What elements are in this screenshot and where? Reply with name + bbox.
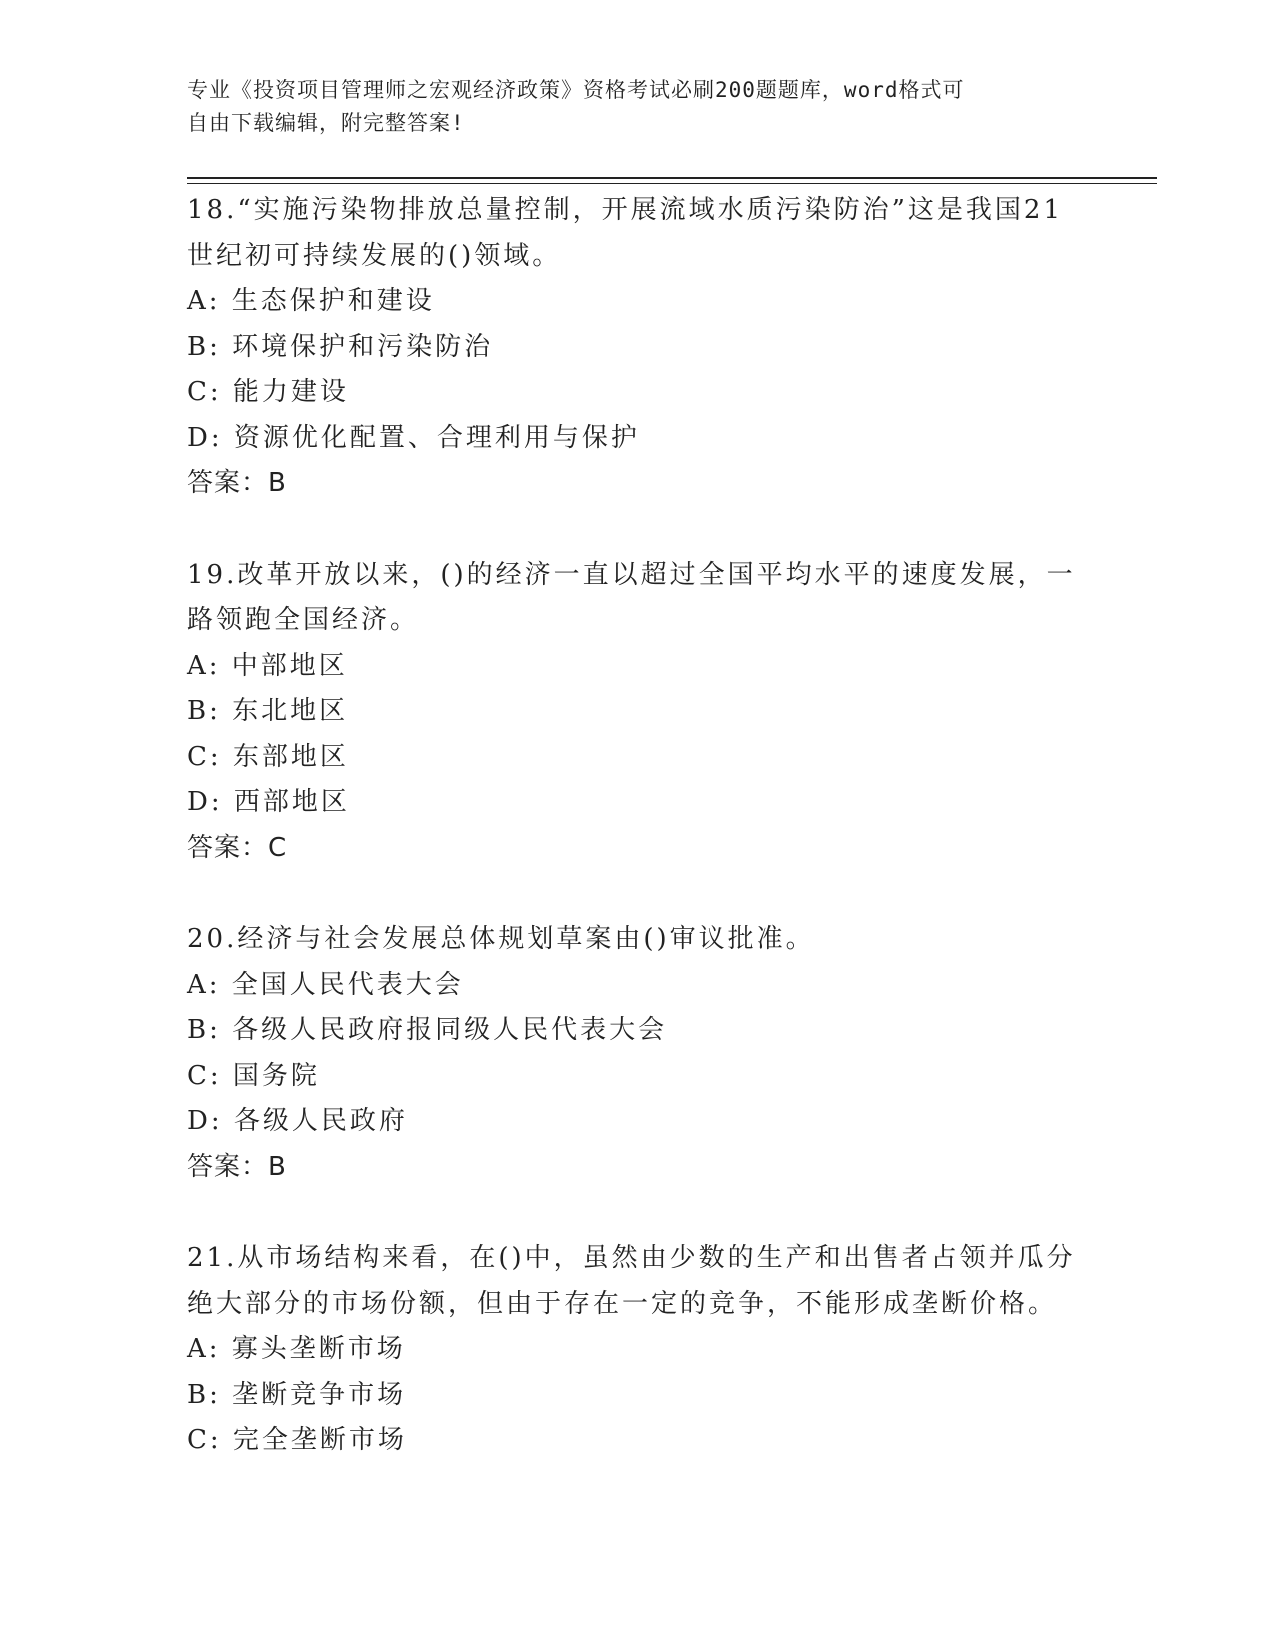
header-divider-thick: [187, 177, 1157, 179]
option-b: B: 各级人民政府报同级人民代表大会: [187, 1015, 668, 1045]
option-d: D: 资源优化配置、合理利用与保护: [187, 422, 640, 453]
option-a: A: 生态保护和建设: [187, 286, 435, 316]
option-c: C: 完全垄断市场: [187, 1425, 407, 1455]
option-c: C: 国务院: [187, 1060, 320, 1091]
answer: 答案：B: [187, 1151, 287, 1182]
option-d: D: 各级人民政府: [187, 1106, 408, 1136]
option-a: A: 全国人民代表大会: [187, 969, 464, 1000]
header-line-2: 自由下载编辑，附完整答案!: [187, 111, 465, 135]
option-b: B: 垄断竞争市场: [187, 1379, 407, 1410]
option-d: D: 西部地区: [187, 787, 350, 817]
question-list: [187, 188, 1077, 1510]
option-b: B: 环境保护和污染防治: [187, 331, 494, 362]
document-header: [187, 74, 1087, 140]
question-19: [187, 553, 1077, 872]
answer: 答案：B: [187, 468, 287, 498]
question-21: [187, 1236, 1077, 1464]
answer: 答案：C: [187, 832, 288, 863]
question-text: 20.经济与社会发展总体规划草案由()审议批准。: [187, 924, 815, 954]
question-text: 19.改革开放以来，()的经济一直以超过全国平均水平的速度发展，一路领跑全国经济。: [187, 559, 1076, 635]
question-text: 21.从市场结构来看，在()中，虽然由少数的生产和出售者占领并瓜分绝大部分的市场份额，但由于存在一定的竞争，不能形成垄断价格。: [187, 1243, 1076, 1319]
option-c: C: 东部地区: [187, 741, 349, 772]
question-18: [187, 188, 1077, 507]
option-b: B: 东北地区: [187, 696, 349, 726]
header-divider-thin: [187, 183, 1157, 184]
option-a: A: 中部地区: [187, 650, 348, 681]
header-line-1: 专业《投资项目管理师之宏观经济政策》资格考试必刷200题题库，word格式可: [187, 78, 965, 102]
question-20: [187, 917, 1077, 1190]
option-a: A: 寡头垄断市场: [187, 1334, 406, 1364]
option-c: C: 能力建设: [187, 377, 349, 407]
question-text: 18.“实施污染物排放总量控制，开展流域水质污染防治”这是我国21世纪初可持续发展的()领域。: [187, 195, 1064, 271]
